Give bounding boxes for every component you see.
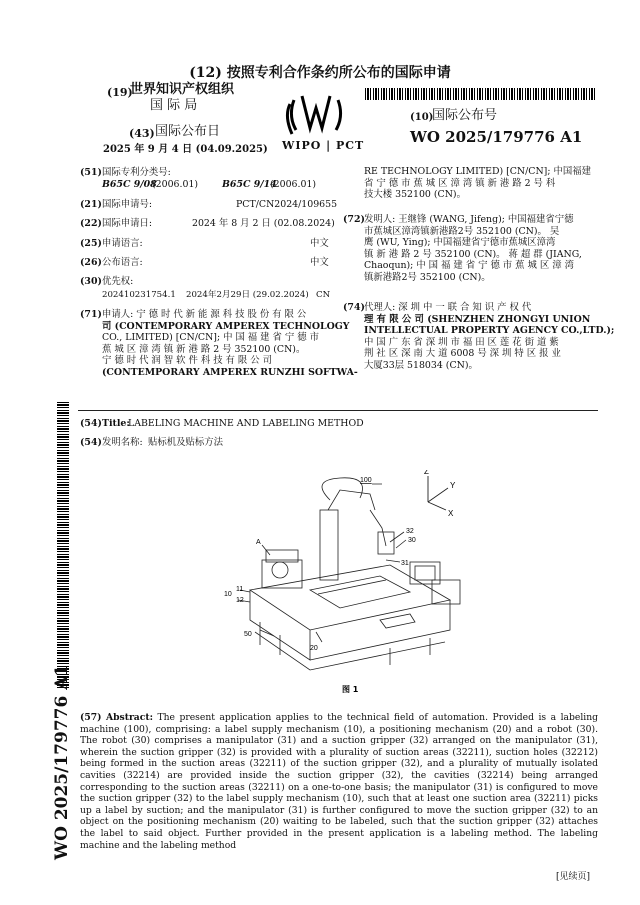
ref-10: 10: [224, 591, 232, 598]
continued-note: [见续页]: [556, 872, 591, 882]
inventor-line: 市蕉城区漳湾镇新港路2号 352100 (CN)。 吴: [364, 225, 560, 237]
inventor-line: 鹰 (WU, Ying); 中国福建省宁德市蕉城区漳湾: [364, 237, 556, 249]
inventor-block: [364, 214, 598, 284]
priority-code: (30): [80, 276, 102, 287]
title-code: (54): [80, 418, 102, 429]
ref-30: 30: [408, 537, 416, 544]
org-code: (19): [107, 86, 133, 99]
filing-label: 国际申请日:: [102, 218, 153, 229]
ref-50: 50: [244, 631, 252, 638]
figure-1: [210, 470, 470, 695]
agent-line: 中 国 广 东 省 深 圳 市 福 田 区 莲 花 街 道 紫: [364, 336, 559, 348]
pubdate-label: 国际公布日: [155, 124, 221, 139]
ipc-label: 国际专利分类号:: [102, 167, 171, 178]
ref-a: A: [256, 539, 261, 546]
appno-value: PCT/CN2024/109655: [236, 199, 338, 210]
agent-block: [364, 302, 615, 372]
ref-100: 100: [360, 477, 372, 484]
title-label: Title:: [102, 418, 130, 429]
wipo-logo: [280, 90, 365, 154]
pubno-label: 国际公布号: [432, 108, 498, 123]
agent-line: 理 有 限 公 司 (SHENZHEN ZHONGYI UNION: [364, 313, 591, 325]
ipc-1-date: (2006.01): [152, 179, 199, 190]
priority-country: CN: [316, 290, 331, 300]
abstract-code: (57): [80, 712, 102, 723]
abstract-label: Abstract:: [105, 712, 153, 723]
agent-code: (74): [343, 302, 365, 313]
ipc-code: (51): [80, 167, 102, 178]
applicant-line: 蕉 城 区 漳 湾 镇 新 港 路 2 号 352100 (CN)。: [102, 343, 306, 355]
inventor-code: (72): [343, 214, 365, 225]
org-bureau: 国 际 局: [150, 98, 198, 113]
ref-11: 11: [236, 586, 244, 593]
publang-value: 中文: [310, 257, 329, 268]
axis-x-label: X: [448, 509, 454, 518]
applicant-line: 司 (CONTEMPORARY AMPEREX TECHNOLOGY: [102, 320, 350, 332]
lang-label: 申请语言:: [102, 238, 143, 249]
abstract: [80, 712, 598, 851]
ref-32: 32: [406, 528, 414, 535]
lang-value: 中文: [310, 238, 329, 249]
agent-line: 荆 社 区 深 南 大 道 6008 号 深 圳 特 区 报 业: [364, 348, 561, 360]
axis-z-label: Z: [424, 470, 429, 476]
agent-line: 代理人: 深 圳 中 一 联 合 知 识 产 权 代: [364, 302, 532, 313]
appno-label: 国际申请号:: [102, 199, 153, 210]
filing-code: (22): [80, 218, 102, 229]
org-name: 世界知识产权组织: [130, 82, 235, 97]
divider-rule: [78, 410, 598, 411]
agent-line: INTELLECTUAL PROPERTY AGENCY CO.,LTD.);: [364, 325, 615, 337]
pubdate-code: (43): [129, 127, 155, 140]
agent-line: 大厦33层 518034 (CN)。: [364, 359, 478, 371]
lang-code: (25): [80, 238, 102, 249]
priority-date: 2024年2月29日 (29.02.2024): [186, 290, 309, 300]
inventor-line: 发明人: 王继锋 (WANG, Jifeng); 中国福建省宁德: [364, 214, 574, 225]
applicant-line: CO., LIMITED) [CN/CN]; 中 国 福 建 省 宁 德 市: [102, 332, 319, 344]
ref-20: 20: [310, 645, 318, 652]
priority-no: 202410231754.1: [102, 290, 176, 300]
inventor-line: Chaoqun); 中 国 福 建 省 宁 德 市 蕉 城 区 漳 湾: [364, 260, 574, 272]
publang-code: (26): [80, 257, 102, 268]
inventor-line: 镇 新 港 路 2 号 352100 (CN)。 蒋 超 群 (JIANG,: [364, 248, 582, 260]
applicant-cont-line: RE TECHNOLOGY LIMITED) [CN/CN]; 中国福建: [364, 166, 591, 177]
inventor-line: 镇新港路2号 352100 (CN)。: [364, 271, 491, 283]
cn-title-label: 发明名称:: [102, 437, 143, 448]
priority-label: 优先权:: [102, 276, 134, 287]
pubdate-value: 2025 年 9 月 4 日 (04.09.2025): [103, 144, 268, 155]
side-publication-number: WO 2025/179776 A1: [52, 664, 72, 860]
applicant-line: (CONTEMPORARY AMPEREX RUNZHI SOFTWA-: [102, 366, 358, 378]
applicant-cont-line: 技大楼 352100 (CN)。: [364, 189, 466, 201]
barcode-left: [57, 400, 69, 688]
wipo-emblem-icon: [280, 90, 360, 138]
pubno-code: (10): [410, 112, 434, 123]
pubno-value: WO 2025/179776 A1: [410, 128, 583, 146]
cn-title-value: 贴标机及贴标方法: [148, 437, 224, 448]
appno-code: (21): [80, 199, 102, 210]
publang-label: 公布语言:: [102, 257, 143, 268]
applicant-cont-block: [364, 166, 598, 201]
ref-12: 12: [236, 597, 244, 604]
applicant-code: (71): [80, 309, 102, 320]
ipc-2: B65C 9/14: [222, 179, 277, 190]
wipo-pct-text: WIPO | PCT: [282, 139, 365, 152]
applicant-cont-line: 省 宁 德 市 蕉 城 区 漳 湾 镇 新 港 路 2 号 科: [364, 177, 556, 189]
applicant-line: 申请人: 宁 德 时 代 新 能 源 科 技 股 份 有 限 公: [102, 309, 307, 320]
applicant-block: [102, 309, 358, 379]
cn-title-code: (54): [80, 437, 102, 448]
ipc-2-date: (2006.01): [270, 179, 317, 190]
figure-caption: 图 1: [342, 685, 359, 694]
barcode-top: [365, 88, 595, 100]
axis-y-label: Y: [450, 481, 456, 490]
ipc-1: B65C 9/08: [102, 179, 157, 190]
abstract-text: The present application applies to the technical field of automation. Provided is a labeling machine (100), comprising: a label supply mechanism (10), a positioning mechanism (20) and a robot (30). The robot (30) comprises a manipulator (31) and a suction gripper (32) arranged on the manipulator (31), wherein the suction gripper (32) is provided with a plurality of suction areas (32211), suction holes (32212) being formed in the suction areas (32211) of the suction gripper (32), and a plurality of mutually isolated cavities (32214) are provided inside the suction gripper (32), the cavities (32214) being arranged corresponding to the suction areas (32211) on a one-to-one basis; the manipulator (31) is configured to move the suction gripper (32) to the label supply mechanism (10), such that at least one suction area (32211) picks up a label by suction; and the manipulator (31) is further configured to move the suction gripper (32) to an object on the positioning mechanism (20) waiting to be labeled, such that the suction gripper (32) attaches the label to said object. Further provided in the present application is a labeling method. The labeling machine and the labeling method: [80, 712, 598, 851]
ref-31: 31: [401, 560, 409, 567]
labeling-machine-drawing: [210, 470, 470, 695]
title-value: LABELING MACHINE AND LABELING METHOD: [128, 418, 364, 429]
document-title: (12) 按照专利合作条约所公布的国际申请: [189, 65, 451, 81]
filing-value: 2024 年 8 月 2 日 (02.08.2024): [192, 218, 335, 229]
applicant-line: 宁 德 时 代 润 智 软 件 科 技 有 限 公 司: [102, 355, 272, 367]
